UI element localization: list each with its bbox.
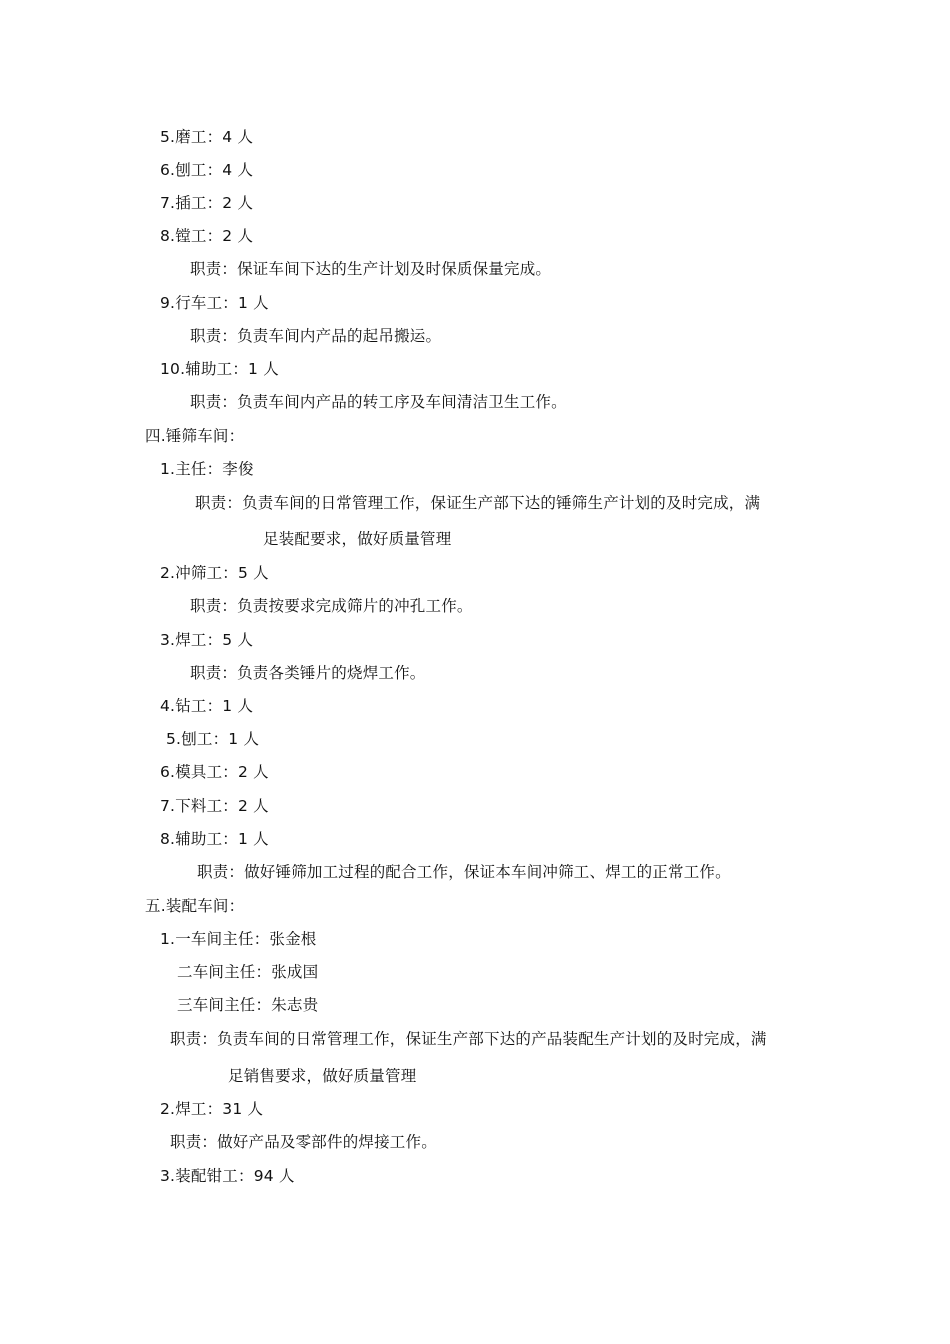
item-borer: 8.镗工：2 人 — [160, 227, 254, 245]
item-grinder: 5.磨工：4 人 — [160, 128, 254, 146]
item-planer: 6.刨工：4 人 — [160, 161, 254, 179]
duty-director-continued: 足装配要求，做好质量管理 — [263, 530, 452, 548]
duty-machining: 职责：保证车间下达的生产计划及时保质保量完成。 — [190, 260, 552, 278]
item-welder: 3.焊工：5 人 — [160, 631, 254, 649]
duty-director: 职责：负责车间的日常管理工作，保证生产部下达的锤筛生产计划的及时完成，满 — [195, 494, 761, 512]
item-crane-operator: 9.行车工：1 人 — [160, 294, 269, 312]
duty-screen-punch: 职责：负责按要求完成筛片的冲孔工作。 — [190, 597, 473, 615]
duty-auxiliary-2: 职责：做好锤筛加工过程的配合工作，保证本车间冲筛工、焊工的正常工作。 — [197, 863, 731, 881]
item-workshop-director-3: 三车间主任：朱志贵 — [177, 996, 319, 1014]
item-blanking-worker: 7.下料工：2 人 — [160, 797, 269, 815]
item-screen-punch-worker: 2.冲筛工：5 人 — [160, 564, 269, 582]
item-planer-2: 5.刨工：1 人 — [166, 730, 260, 748]
item-slotter: 7.插工：2 人 — [160, 194, 254, 212]
item-workshop-director-1: 1.一车间主任：张金根 — [160, 930, 317, 948]
item-auxiliary-worker: 10.辅助工：1 人 — [160, 360, 279, 378]
duty-assembly-welder: 职责：做好产品及零部件的焊接工作。 — [170, 1133, 437, 1151]
section-heading-hammer-screen: 四.锤筛车间： — [145, 427, 245, 445]
duty-crane: 职责：负责车间内产品的起吊搬运。 — [190, 327, 442, 345]
item-driller: 4.钻工：1 人 — [160, 697, 254, 715]
duty-auxiliary: 职责：负责车间内产品的转工序及车间清洁卫生工作。 — [190, 393, 567, 411]
item-assembly-welder: 2.焊工：31 人 — [160, 1100, 264, 1118]
duty-welder: 职责：负责各类锤片的烧焊工作。 — [190, 664, 426, 682]
item-mold-worker: 6.模具工：2 人 — [160, 763, 269, 781]
item-director: 1.主任：李俊 — [160, 460, 254, 478]
item-assembly-fitter: 3.装配钳工：94 人 — [160, 1167, 295, 1185]
duty-assembly-director: 职责：负责车间的日常管理工作，保证生产部下达的产品装配生产计划的及时完成，满 — [170, 1030, 767, 1048]
section-heading-assembly: 五.装配车间： — [145, 897, 245, 915]
duty-assembly-director-continued: 足销售要求，做好质量管理 — [228, 1067, 417, 1085]
item-auxiliary-worker-2: 8.辅助工：1 人 — [160, 830, 269, 848]
item-workshop-director-2: 二车间主任：张成国 — [177, 963, 319, 981]
